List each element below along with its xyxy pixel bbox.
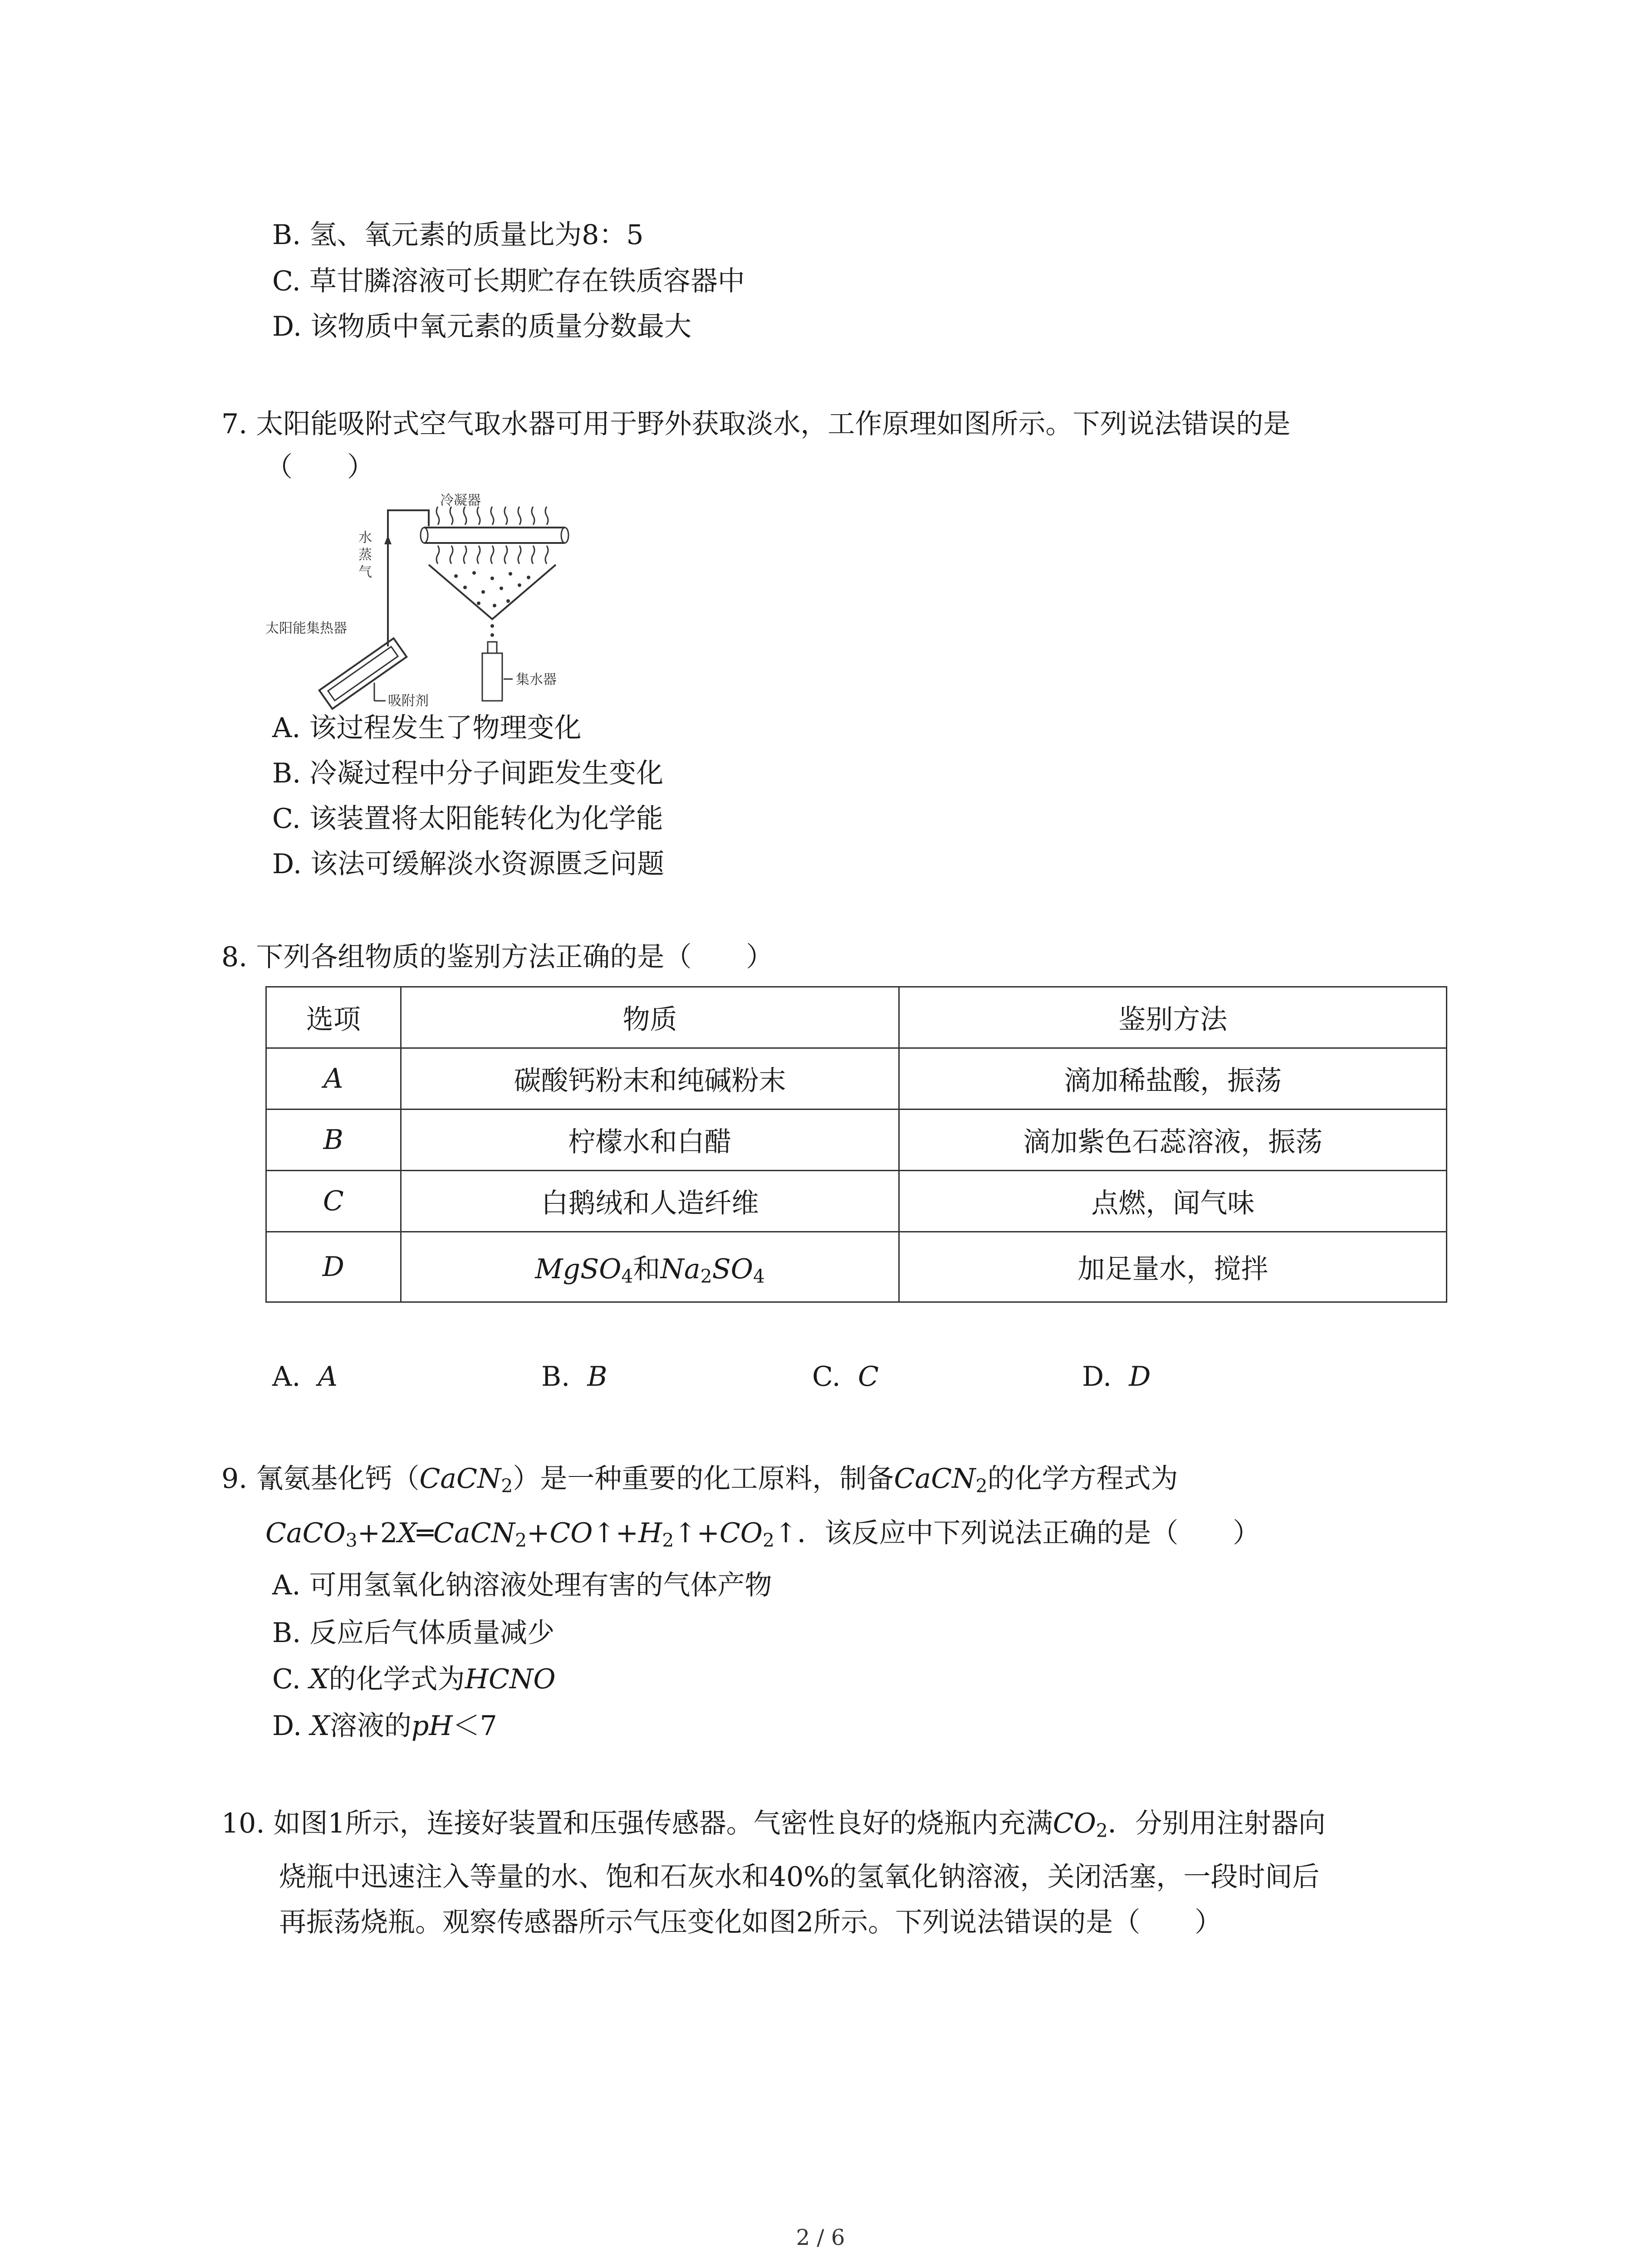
bottle-icon bbox=[482, 642, 502, 701]
q9-equation: $CaCO_3+2X═CaCN_2+CO↑+H_2↑+CO_2↑$．该反应中下列说法正确的是（ ） bbox=[265, 1517, 1260, 1552]
q7-stem-bracket: （ ） bbox=[265, 451, 374, 483]
table-cell-substance: 白鹅绒和人造纤维 bbox=[401, 1171, 899, 1232]
q8-table bbox=[265, 986, 1447, 1303]
table-cell-option: A bbox=[266, 1048, 401, 1110]
adsorbent-label: 吸附剂 bbox=[388, 693, 429, 709]
table-header-method: 鉴别方法 bbox=[899, 987, 1447, 1048]
table-cell-substance: 柠檬水和白醋 bbox=[401, 1110, 899, 1171]
table-cell-method: 滴加稀盐酸，振荡 bbox=[899, 1048, 1447, 1110]
table-row bbox=[266, 1171, 1447, 1232]
solar-collector-label: 太阳能集热器 bbox=[265, 621, 347, 636]
q7-option-b: B. 冷凝过程中分子间距发生变化 bbox=[272, 758, 664, 789]
vapor-label-1: 水 bbox=[358, 530, 372, 546]
q7-option-a: A. 该过程发生了物理变化 bbox=[272, 712, 582, 744]
q7-stem: 7. 太阳能吸附式空气取水器可用于野外获取淡水，工作原理如图所示。下列说法错误的是 bbox=[221, 408, 1291, 440]
q8-choice-d: D. D bbox=[1082, 1361, 1151, 1393]
table-cell-option: D bbox=[266, 1232, 401, 1302]
table-cell-option: B bbox=[266, 1110, 401, 1171]
table-row bbox=[266, 1048, 1447, 1110]
q9-stem: 9. 氰氨基化钙（CaCN$_2$）是一种重要的化工原料，制备CaCN$_2$的化学方程式为 bbox=[221, 1463, 1178, 1497]
condenser-icon bbox=[421, 507, 568, 564]
q9-option-a: A. 可用氢氧化钠溶液处理有害的气体产物 bbox=[272, 1569, 772, 1601]
table-cell-option: C bbox=[266, 1171, 401, 1232]
table-header-row bbox=[266, 987, 1447, 1048]
table-row bbox=[266, 1110, 1447, 1171]
q7-option-d: D. 该法可缓解淡水资源匮乏问题 bbox=[272, 848, 665, 880]
table-cell-method: 滴加紫色石蕊溶液，振荡 bbox=[899, 1110, 1447, 1171]
water-collector-label: 集水器 bbox=[516, 672, 557, 688]
q8-stem: 8. 下列各组物质的鉴别方法正确的是（ ） bbox=[221, 941, 774, 973]
table-cell-method: 加足量水，搅拌 bbox=[899, 1232, 1447, 1302]
water-collector-diagram bbox=[265, 492, 583, 710]
q9-option-c: C. X的化学式为HCNO bbox=[272, 1663, 556, 1695]
table-header-option: 选项 bbox=[266, 987, 401, 1048]
table-cell-substance: 碳酸钙粉末和纯碱粉末 bbox=[401, 1048, 899, 1110]
vapor-label-2: 蒸 bbox=[358, 547, 372, 563]
q7-option-c: C. 该装置将太阳能转化为化学能 bbox=[272, 803, 663, 835]
table-cell-method: 点燃，闻气味 bbox=[899, 1171, 1447, 1232]
q6-option-c: C. 草甘膦溶液可长期贮存在铁质容器中 bbox=[272, 265, 745, 297]
q6-option-b: B. 氢、氧元素的质量比为8：5 bbox=[272, 219, 644, 251]
q8-choice-a: A. A bbox=[272, 1361, 338, 1393]
q8-choice-c: C. C bbox=[812, 1361, 879, 1393]
q6-option-d: D. 该物质中氧元素的质量分数最大 bbox=[272, 311, 692, 342]
page-number: 2 / 6 bbox=[796, 2225, 845, 2250]
q8-choice-b: B. B bbox=[541, 1361, 607, 1393]
q10-stem-line3: 再振荡烧瓶。观察传感器所示气压变化如图2所示。下列说法错误的是（ ） bbox=[279, 1906, 1222, 1938]
q9-option-b: B. 反应后气体质量减少 bbox=[272, 1617, 555, 1649]
vapor-label-3: 气 bbox=[358, 564, 372, 580]
q9-option-d: D. X溶液的pH＜7 bbox=[272, 1710, 497, 1742]
table-cell-substance: MgSO$_4$和$Na_2SO_4$ bbox=[401, 1232, 899, 1302]
q10-stem-line2: 烧瓶中迅速注入等量的水、饱和石灰水和40%的氢氧化钠溶液，关闭活塞，一段时间后 bbox=[279, 1861, 1320, 1893]
table-header-substance: 物质 bbox=[401, 987, 899, 1048]
q10-stem-line1: 10. 如图1所示，连接好装置和压强传感器。气密性良好的烧瓶内充满$CO_2$．分别用注射器向 bbox=[221, 1808, 1326, 1842]
condenser-label: 冷凝器 bbox=[440, 493, 481, 508]
table-row bbox=[266, 1232, 1447, 1302]
